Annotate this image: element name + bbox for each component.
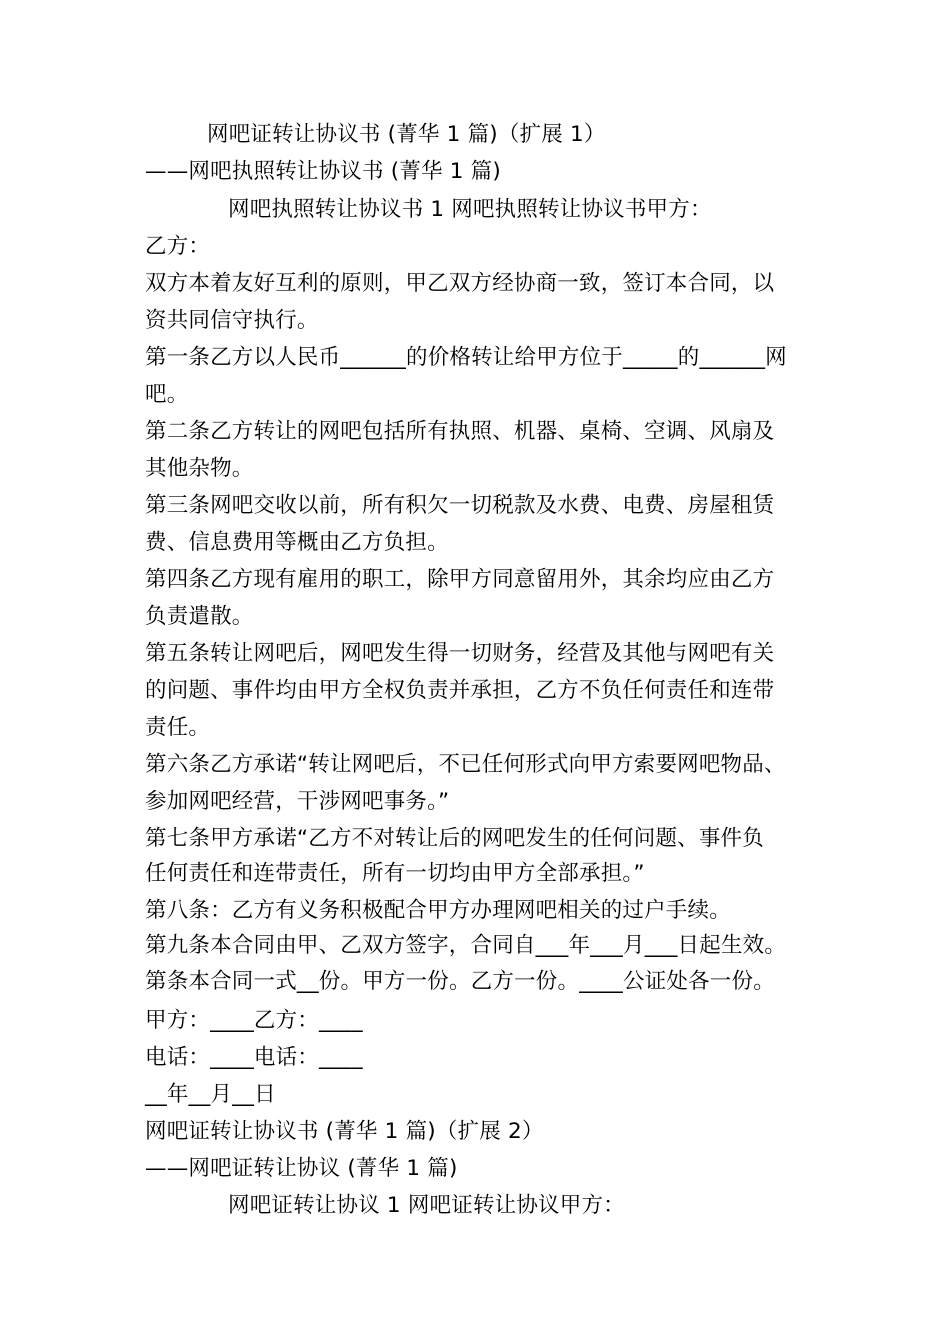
- text-line: 第二条乙方转让的网吧包括所有执照、机器、桌椅、空调、风扇及: [145, 419, 775, 444]
- text-line: 的问题、事件均由甲方全权负责并承担，乙方不负任何责任和连带: [145, 678, 775, 703]
- section-subtitle-1: ——网吧执照转让协议书 (菁华 1 篇): [145, 159, 501, 184]
- text-line: 负责遣散。: [145, 604, 254, 629]
- agreement-heading-1: 网吧执照转让协议书 1 网吧执照转让协议书甲方：: [228, 197, 712, 222]
- text-line: 责任。: [145, 715, 211, 740]
- text-line: 第五条转让网吧后，网吧发生得一切财务，经营及其他与网吧有关: [145, 641, 775, 666]
- text-line: 第六条乙方承诺“转让网吧后，不已任何形式向甲方索要网吧物品、: [145, 752, 786, 777]
- text-line: 第七条甲方承诺“乙方不对转让后的网吧发生的任何问题、事件负: [145, 826, 764, 851]
- text-line: 费、信息费用等概由乙方负担。: [145, 530, 449, 555]
- text-line: 第八条：乙方有义务积极配合甲方办理网吧相关的过户手续。: [145, 898, 731, 923]
- text-line: 第条本合同一式__份。甲方一份。乙方一份。____公证处各一份。: [145, 969, 775, 994]
- text-line: 其他杂物。: [145, 456, 254, 481]
- text-line: 乙方：: [145, 234, 211, 259]
- signature-line: 甲方：____乙方：____: [145, 1008, 363, 1033]
- text-line: 第三条网吧交收以前，所有积欠一切税款及水费、电费、房屋租赁: [145, 493, 775, 518]
- text-line: 任何责任和连带责任，所有一切均由甲方全部承担。”: [145, 861, 645, 886]
- text-line: 吧。: [145, 382, 189, 407]
- text-line: 第四条乙方现有雇用的职工，除甲方同意留用外，其余均应由乙方: [145, 567, 775, 592]
- agreement-heading-2: 网吧证转让协议 1 网吧证转让协议甲方：: [228, 1193, 625, 1218]
- text-line: 第九条本合同由甲、乙双方签字，合同自___年___月___日起生效。: [145, 933, 787, 958]
- text-line: 参加网吧经营，干涉网吧事务。”: [145, 789, 450, 814]
- section-subtitle-2: ——网吧证转让协议 (菁华 1 篇): [145, 1156, 458, 1181]
- section-title-1: 网吧证转让协议书 (菁华 1 篇)（扩展 1）: [207, 122, 606, 147]
- text-line: 资共同信守执行。: [145, 308, 319, 333]
- section-title-2: 网吧证转让协议书 (菁华 1 篇)（扩展 2）: [145, 1119, 544, 1144]
- text-line: 第一条乙方以人民币______的价格转让给甲方位于_____的______网: [145, 345, 787, 370]
- text-line: 双方本着友好互利的原则，甲乙双方经协商一致，签订本合同，以: [145, 271, 775, 296]
- date-line: __年__月__日: [145, 1082, 276, 1107]
- phone-line: 电话：____电话：____: [145, 1045, 363, 1070]
